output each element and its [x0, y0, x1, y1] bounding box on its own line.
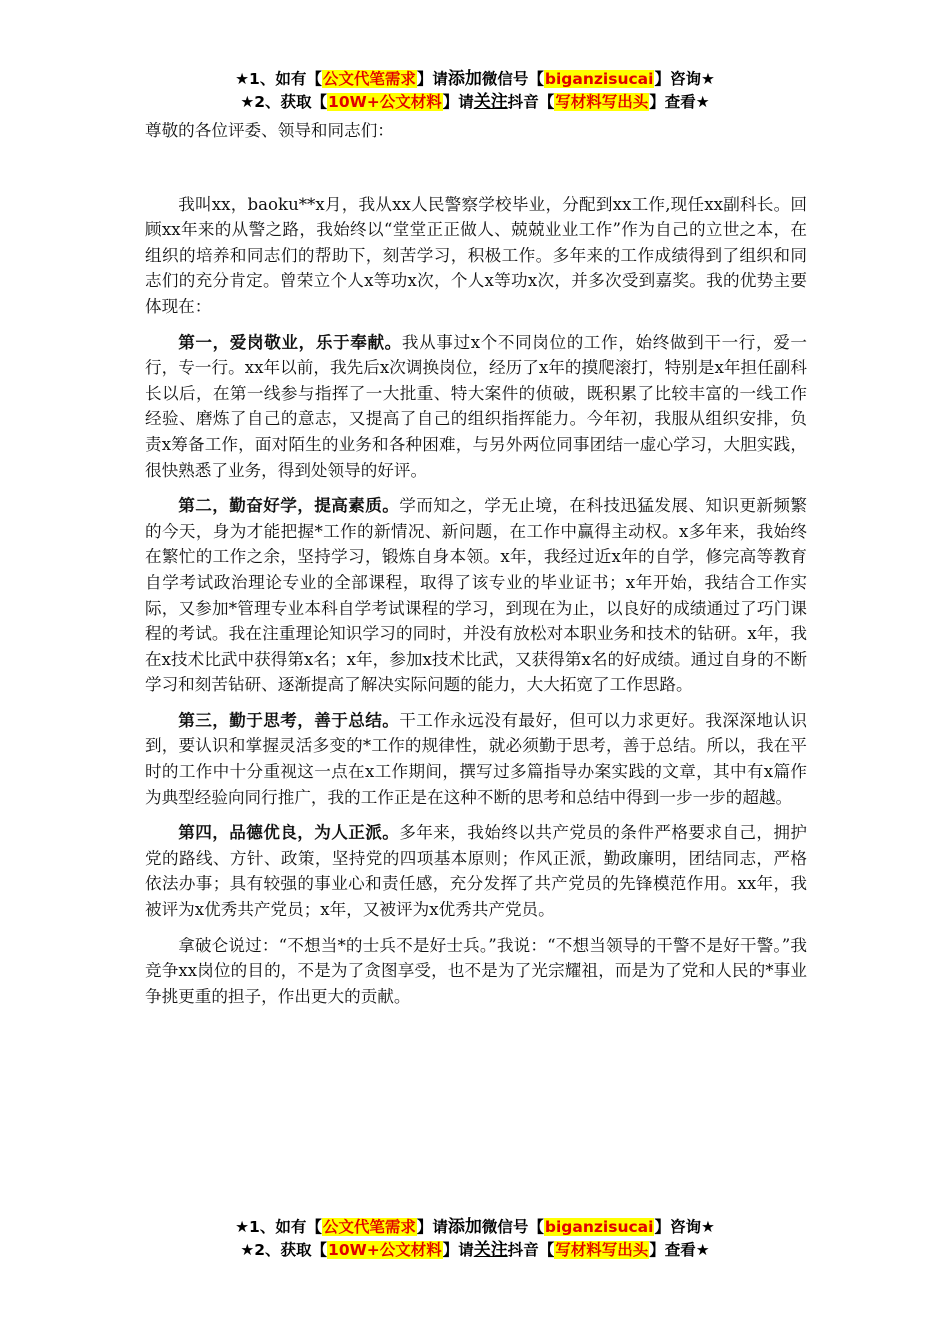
paragraph-third: 第三，勤于思考，善于总结。干工作永远没有最好，但可以力求更好。我深深地认识到，要认识和掌握灵活多变的*工作的规律性，就必须勤于思考，善于总结。所以，我在平时的工作中十分重视这一点在x工作期间，撰写过多篇指导办案实践的文章，其中有x篇作为典型经验向同行推广，我的工作正是在这种不断的思考和总结中得到一步一步的超越。 — [145, 709, 808, 807]
banner-line-2: ★2、获取【10W+公文材料】请关注抖音【写材料写出头】查看★ — [240, 92, 710, 112]
star-icon: ★ — [240, 93, 255, 111]
paragraph-heading: 第四，品德优良，为人正派。 — [178, 822, 400, 843]
document-body — [145, 118, 807, 1019]
star-icon: ★ — [235, 1218, 250, 1236]
footer-banner — [0, 1216, 950, 1262]
highlight-ghostwriting: 公文代笔需求 — [322, 1218, 416, 1236]
highlight-wechat-id: biganzisucai — [544, 70, 654, 88]
paragraph-heading: 第一，爱岗敬业，乐于奉献。 — [178, 331, 402, 352]
paragraph-fourth: 第四，品德优良，为人正派。多年来，我始终以共产党员的条件严格要求自己，拥护党的路线、方针、政策，坚持党的四项基本原则；作风正派，勤政廉明，团结同志，严格依法办事；具有较强的事业心和责任感，充分发挥了共产党员的先锋模范作用。xx年，我被评为x优秀共产党员；x年，又被评为x优秀共产党员。 — [145, 822, 808, 920]
paragraph-second: 第二，勤奋好学，提高素质。学而知之，学无止境，在科技迅猛发展、知识更新频繁的今天，身为才能把握*工作的新情况、新问题，在工作中赢得主动权。x多年来，我始终在繁忙的工作之余，坚持学习，锻炼自身本领。x年，我经过近x年的自学，修完高等教育自学考试政治理论专业的全部课程，取得了该专业的毕业证书；x年开始，我结合工作实际，又参加*管理专业本科自学考试课程的学习，到现在为止，以良好的成绩通过了巧门课程的考试。我在注重理论知识学习的同时，并没有放松对本职业务和技术的钻研。x年，我在x技术比武中获得第x名；x年，参加x技术比武，又获得第x名的好成绩。通过自身的不断学习和刻苦钻研、逐渐提高了解决实际问题的能力，大大拓宽了工作思路。 — [145, 495, 808, 695]
closing-paragraph: 拿破仑说过：“不想当*的士兵不是好士兵。”我说：“不想当领导的干警不是好干警。”我竞争xx岗位的目的，不是为了贪图享受，也不是为了光宗耀祖，而是为了党和人民的*事业争挑更重的担子，作出更大的贡献。 — [145, 935, 807, 1006]
salutation: 尊敬的各位评委、领导和同志们： — [145, 121, 394, 140]
highlight-ghostwriting: 公文代笔需求 — [322, 70, 416, 88]
banner-line-1: ★1、如有【公文代笔需求】请添加微信号【biganzisucai】咨询★ — [235, 69, 715, 89]
header-banner — [0, 68, 950, 114]
highlight-douyin: 写材料写出头 — [555, 93, 649, 111]
highlight-wechat-id: biganzisucai — [544, 1218, 654, 1236]
star-icon: ★ — [240, 1241, 255, 1259]
star-icon: ★ — [235, 70, 250, 88]
highlight-materials: 10W+公文材料 — [328, 1241, 442, 1259]
highlight-materials: 10W+公文材料 — [328, 93, 442, 111]
banner-line-1: ★1、如有【公文代笔需求】请添加微信号【biganzisucai】咨询★ — [235, 1217, 715, 1237]
intro-paragraph: 我叫xx，baoku**x月，我从xx人民警察学校毕业，分配到xx工作,现任xx副科长。回顾xx年来的从警之路，我始终以“堂堂正正做人、兢兢业业工作”作为自己的立世之本，在组织的培养和同志们的帮助下，刻苦学习，积极工作。多年来的工作成绩得到了组织和同志们的充分肯定。曾荣立个人x等功x次，个人x等功x次，并多次受到嘉奖。我的优势主要体现在： — [145, 194, 807, 316]
highlight-douyin: 写材料写出头 — [555, 1241, 649, 1259]
paragraph-heading: 第三，勤于思考，善于总结。 — [178, 709, 400, 730]
paragraph-first: 第一，爱岗敬业，乐于奉献。我从事过x个不同岗位的工作，始终做到干一行，爱一行，专一行。xx年以前，我先后x次调换岗位，经历了x年的摸爬滚打，特别是x年担任副科长以后，在第一线参与指挥了一大批重、特大案件的侦破，既积累了比较丰富的一线工作经验、磨炼了自己的意志，又提高了自己的组织指挥能力。今年初，我服从组织安排，负责x筹备工作，面对陌生的业务和各种困难，与另外两位同事团结一虚心学习，大胆实践，很快熟悉了业务，得到处领导的好评。 — [145, 331, 808, 480]
paragraph-heading: 第二，勤奋好学，提高素质。 — [178, 495, 400, 516]
banner-line-2: ★2、获取【10W+公文材料】请关注抖音【写材料写出头】查看★ — [240, 1240, 710, 1260]
